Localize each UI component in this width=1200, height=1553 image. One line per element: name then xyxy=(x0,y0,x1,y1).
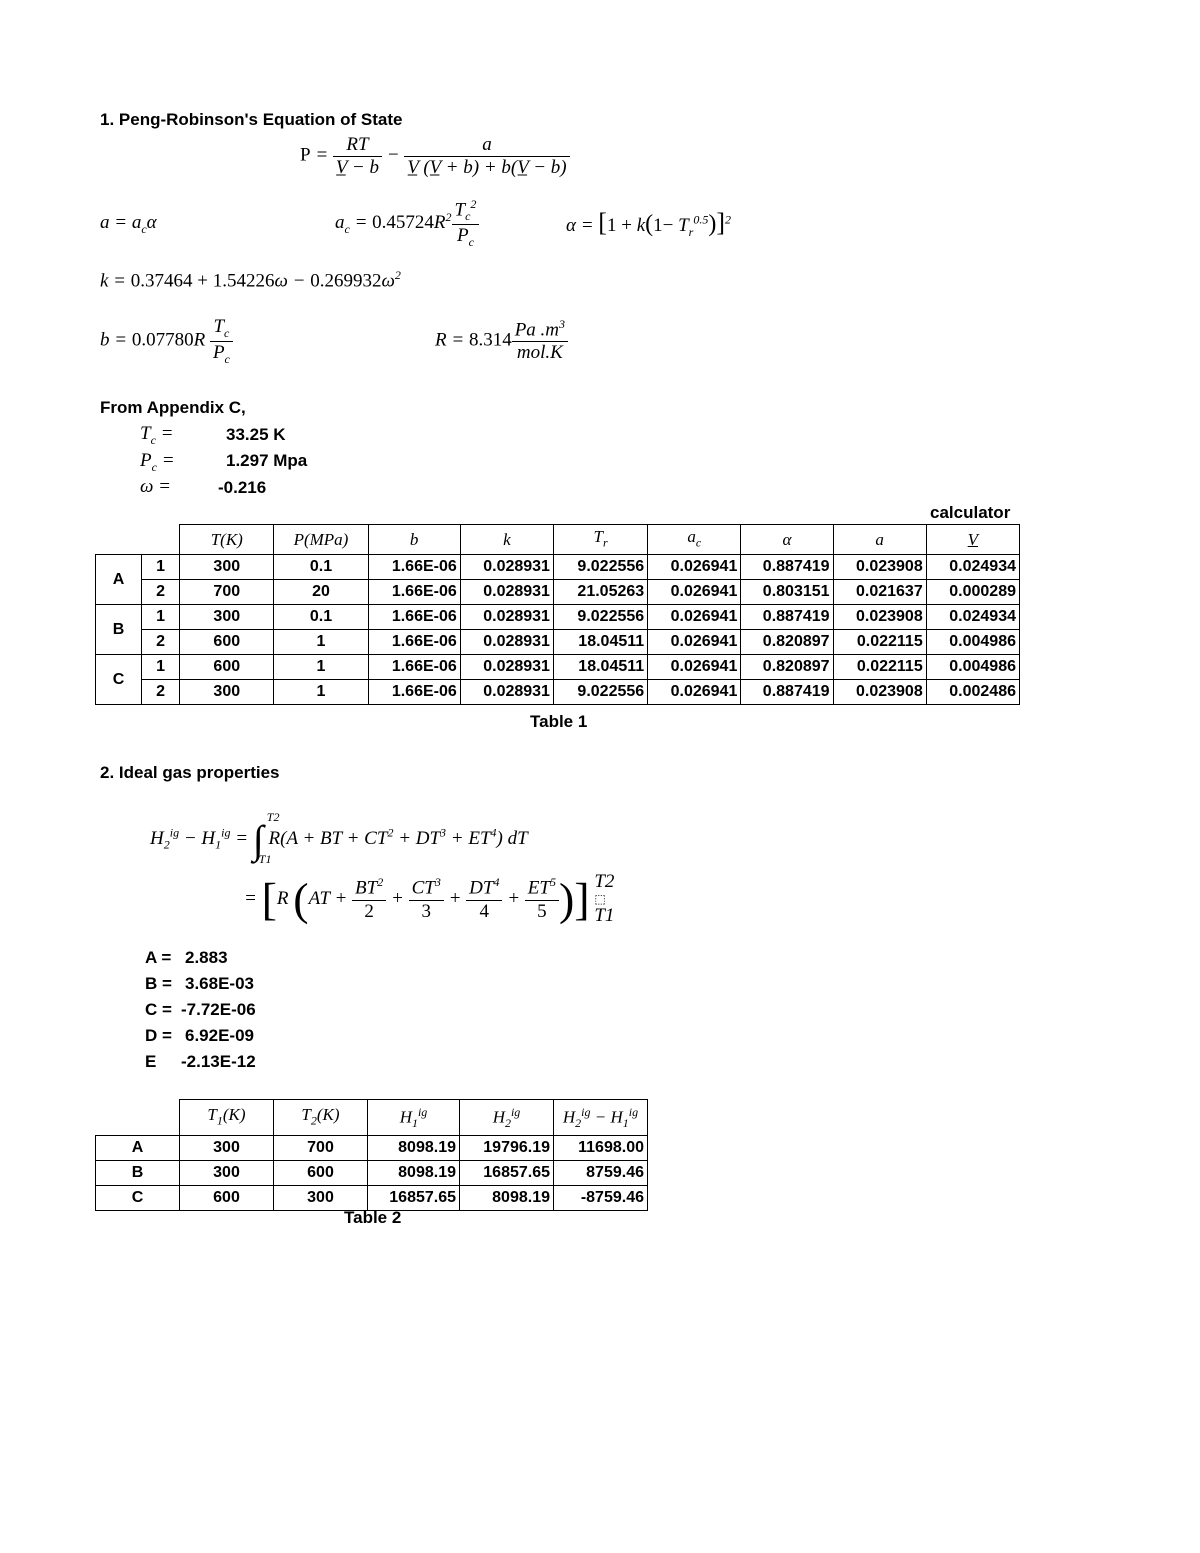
coef-c-label: C = xyxy=(145,1000,172,1019)
table-row xyxy=(96,580,1020,605)
cell: 11698.00 xyxy=(554,1136,648,1161)
omega-value: -0.216 xyxy=(218,478,267,497)
row-label: A xyxy=(96,1136,180,1161)
cell: 1.66E-06 xyxy=(368,555,460,580)
cell: 0.028931 xyxy=(460,605,553,630)
table-row xyxy=(96,1161,648,1186)
cell: 0.887419 xyxy=(741,680,833,705)
k-equation: $k = 0.37464 + 1.54226\omega - 0.269932\omega^2$ xyxy=(100,268,401,292)
cell: 1 xyxy=(274,680,368,705)
group-label: A xyxy=(96,555,142,605)
cell: 18.04511 xyxy=(553,655,647,680)
cell: 700 xyxy=(180,580,274,605)
table-2 xyxy=(95,1099,648,1211)
coef-e-value: -2.13E-12 xyxy=(181,1052,256,1071)
cell: 0.024934 xyxy=(926,555,1019,580)
coef-d-value: 6.92E-09 xyxy=(185,1026,254,1045)
cell: 16857.65 xyxy=(368,1186,460,1211)
alpha-equation: $\alpha = [1 + k(1- T_r^{0.5})]^2$ xyxy=(566,208,732,239)
cell: 0.1 xyxy=(274,555,368,580)
table2-caption: Table 2 xyxy=(344,1208,402,1227)
cell: 300 xyxy=(274,1186,368,1211)
cell: 1 xyxy=(142,605,180,630)
th-dh: $H_2^{ig} - H_1^{ig}$ xyxy=(554,1100,648,1136)
cell: 0.028931 xyxy=(460,630,553,655)
cell: 1.66E-06 xyxy=(368,655,460,680)
cell: 0.023908 xyxy=(833,555,926,580)
cell: 0.004986 xyxy=(926,630,1019,655)
cell: 2 xyxy=(142,630,180,655)
cell: 9.022556 xyxy=(553,680,647,705)
cell: 600 xyxy=(274,1161,368,1186)
table-row xyxy=(96,605,1020,630)
cell: 0.002486 xyxy=(926,680,1019,705)
th-t1: $T_1(K)$ xyxy=(180,1100,274,1136)
cell: 8098.19 xyxy=(460,1186,554,1211)
cell: 0.820897 xyxy=(741,655,833,680)
cell: 0.026941 xyxy=(648,580,741,605)
cell: 0.023908 xyxy=(833,605,926,630)
coef-e-label: E xyxy=(145,1052,157,1071)
cell: 0.820897 xyxy=(741,630,833,655)
table2-header-row xyxy=(96,1100,648,1136)
th-tr: $T_r$ xyxy=(553,525,647,555)
cell: 0.026941 xyxy=(648,655,741,680)
cell: 1 xyxy=(274,655,368,680)
cell: 0.000289 xyxy=(926,580,1019,605)
cell: 0.021637 xyxy=(833,580,926,605)
th-h2: $H_2^{ig}$ xyxy=(460,1100,554,1136)
tc-symbol: $T_c$ = xyxy=(140,423,174,447)
th-v: V xyxy=(926,525,1019,555)
th-k: k xyxy=(460,525,553,555)
cell: 0.028931 xyxy=(460,655,553,680)
cell: 8098.19 xyxy=(368,1161,460,1186)
cell: 2 xyxy=(142,680,180,705)
cell: 8759.46 xyxy=(554,1161,648,1186)
cell: 0.028931 xyxy=(460,555,553,580)
cell: 1.66E-06 xyxy=(368,630,460,655)
cell: 0.028931 xyxy=(460,680,553,705)
th-b: b xyxy=(368,525,460,555)
table-row xyxy=(96,630,1020,655)
pr-equation: P = $\frac{RT}{V̲ - b}$ − $\frac{a}{V̲ (V̲ + b) + b(V̲ - b)}$ xyxy=(300,134,570,179)
th-ac: $a_c$ xyxy=(648,525,741,555)
tc-value: 33.25 K xyxy=(226,425,286,444)
r-equation: R = 8.314 $\frac{Pa .m^3}{\text{mol.K}}$ xyxy=(435,318,568,364)
cell: 1 xyxy=(142,655,180,680)
group-label: C xyxy=(96,655,142,705)
cell: 1 xyxy=(142,555,180,580)
omega-symbol: ω = xyxy=(140,476,171,497)
pc-symbol: $P_c$ = xyxy=(140,450,175,474)
cell: -8759.46 xyxy=(554,1186,648,1211)
cell: 0.026941 xyxy=(648,630,741,655)
cell: 0.026941 xyxy=(648,680,741,705)
a-equation: $a = a_c\alpha$ xyxy=(100,212,157,236)
coef-d-label: D = xyxy=(145,1026,172,1045)
table-row xyxy=(96,680,1020,705)
table1-header-row xyxy=(96,525,1020,555)
antiderivative-equation: = [R (AT + $\frac{BT^2}{2}$ + $\frac{CT^3}{3}$ + $\frac{DT^4}{4}$ + $\frac{ET^5}{5}$ )] T2 ⬚ T1 xyxy=(244,871,615,927)
cell: 1 xyxy=(274,630,368,655)
cell: 16857.65 xyxy=(460,1161,554,1186)
cell: 0.026941 xyxy=(648,605,741,630)
table-row xyxy=(96,555,1020,580)
cell: 0.004986 xyxy=(926,655,1019,680)
cell: 9.022556 xyxy=(553,605,647,630)
cell: 0.1 xyxy=(274,605,368,630)
th-t2: $T_2(K)$ xyxy=(274,1100,368,1136)
cell: 21.05263 xyxy=(553,580,647,605)
cell: 9.022556 xyxy=(553,555,647,580)
ac-equation: $a_c = 0.45724R^2$ $\frac{T_c^2}{P_c}$ xyxy=(335,198,479,250)
th-t: T(K) xyxy=(180,525,274,555)
table1-caption: Table 1 xyxy=(530,712,588,731)
integral-equation: $H_2^{ig} - H_1^{ig}$ = ∫ T2 T1 R(A + BT + $CT^2 + DT^3 + ET^4$) dT xyxy=(150,810,528,866)
section1-heading: 1. Peng-Robinson's Equation of State xyxy=(100,110,403,129)
cell: 20 xyxy=(274,580,368,605)
cell: 300 xyxy=(180,605,274,630)
appendix-label: From Appendix C, xyxy=(100,398,246,417)
cell: 300 xyxy=(180,680,274,705)
table-row xyxy=(96,655,1020,680)
calculator-label: calculator xyxy=(930,503,1011,522)
row-label: C xyxy=(96,1186,180,1211)
section2-heading: 2. Ideal gas properties xyxy=(100,763,280,782)
table-row xyxy=(96,1136,648,1161)
cell: 1.66E-06 xyxy=(368,580,460,605)
th-h1: $H_1^{ig}$ xyxy=(368,1100,460,1136)
cell: 300 xyxy=(180,555,274,580)
cell: 600 xyxy=(180,1186,274,1211)
cell: 8098.19 xyxy=(368,1136,460,1161)
pc-value: 1.297 Mpa xyxy=(226,451,308,470)
cell: 0.026941 xyxy=(648,555,741,580)
cell: 0.803151 xyxy=(741,580,833,605)
cell: 0.022115 xyxy=(833,655,926,680)
cell: 600 xyxy=(180,655,274,680)
cell: 0.887419 xyxy=(741,605,833,630)
table-1 xyxy=(95,524,1020,705)
cell: 19796.19 xyxy=(460,1136,554,1161)
th-a: a xyxy=(833,525,926,555)
coef-c-value: -7.72E-06 xyxy=(181,1000,256,1019)
row-label: B xyxy=(96,1161,180,1186)
coef-b-value: 3.68E-03 xyxy=(185,974,254,993)
coef-a-label: A = xyxy=(145,948,172,967)
cell: 2 xyxy=(142,580,180,605)
th-p: P(MPa) xyxy=(274,525,368,555)
coef-b-label: B = xyxy=(145,974,172,993)
cell: 0.023908 xyxy=(833,680,926,705)
table-row xyxy=(96,1186,648,1211)
cell: 0.887419 xyxy=(741,555,833,580)
cell: 0.024934 xyxy=(926,605,1019,630)
cell: 300 xyxy=(180,1136,274,1161)
th-alpha: α xyxy=(741,525,833,555)
coef-a-value: 2.883 xyxy=(185,948,228,967)
cell: 300 xyxy=(180,1161,274,1186)
cell: 1.66E-06 xyxy=(368,605,460,630)
cell: 18.04511 xyxy=(553,630,647,655)
group-label: B xyxy=(96,605,142,655)
b-equation: b = 0.07780R $\frac{T_c}{P_c}$ xyxy=(100,316,233,366)
cell: 600 xyxy=(180,630,274,655)
cell: 1.66E-06 xyxy=(368,680,460,705)
cell: 700 xyxy=(274,1136,368,1161)
cell: 0.028931 xyxy=(460,580,553,605)
cell: 0.022115 xyxy=(833,630,926,655)
